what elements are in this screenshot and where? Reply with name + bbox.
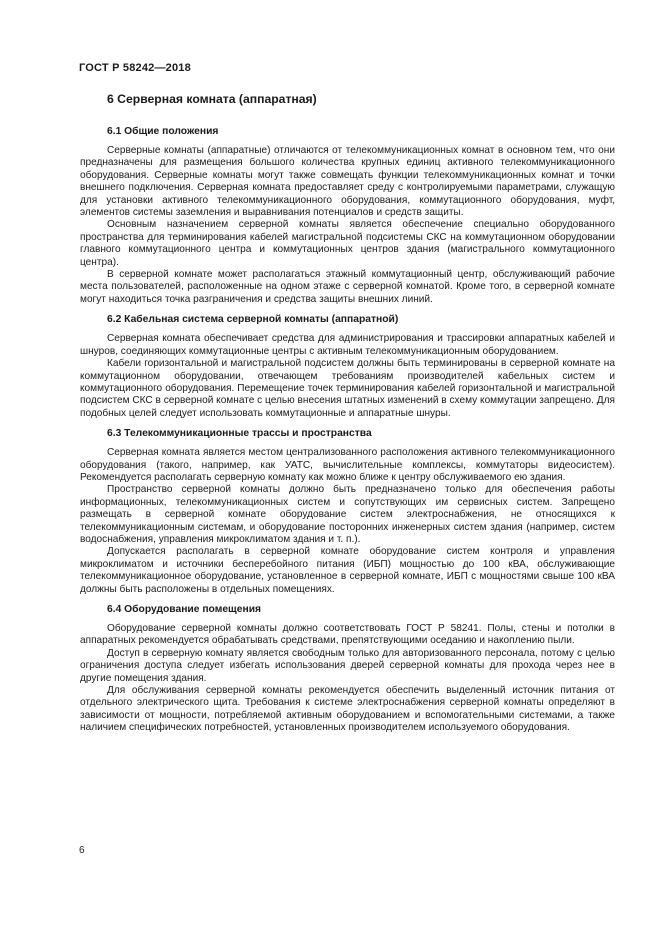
subsection-title: 6.3 Телекоммуникационные трассы и пространства [107, 428, 372, 440]
subsection-title: 6.4 Оборудование помещения [107, 604, 262, 615]
paragraph: Кабели горизонтальной и магистральной подсистем должны быть терминированы в серверной комнате на коммутационном оборудовании, отвечающем требованиям производителей кабельных систем и коммутационного оборудования. Перемещение точек терминирования кабелей горизонтальной и магистральной подсистем СКС в серверной комнате с целью внесения штатных изменений в схему коммутации запрещено. Для подобных целей следует использовать коммутационные и аппаратные шнуры. [80, 358, 615, 419]
paragraph: Пространство серверной комнаты должно быть предназначено только для обеспечения работы информационных, телекоммуникационных систем и сопутствующих им сервисных систем. Запрещено размещать в серверной комнате оборудование систем электроснабжения, не относящихся к телекоммуникационным системам, и оборудование посторонних инженерных систем здания (например, систем водоснабжения, управления микроклиматом здания и т. п.). [80, 484, 615, 545]
paragraph: Для обслуживания серверной комнаты рекомендуется обеспечить выделенный источник питания от отдельного электрического щита. Требования к системе электроснабжения серверной комнаты определяют в зависимости от мощности, потребляемой активным оборудованием и вспомогательными системами, а также наличием специфических потребностей, установленных производителем используемого оборудования. [80, 685, 615, 734]
document-header: ГОСТ Р 58242—2018 [79, 62, 191, 74]
subsection-title: 6.1 Общие положения [107, 126, 219, 137]
paragraph: Серверные комнаты (аппаратные) отличаются от телекоммуникационных комнат в основном тем, что они предназначены для размещения большого количества крупных единиц активного телекоммуникационного оборудования. Серверные комнаты могут также совмещать функции телекоммуникационных комнат и точки внешнего подключения. Серверная комната предоставляет среду с контролируемыми параметрами, служащую для установки активного телекоммуникационного оборудования, коммутационного оборудования, муфт, элементов системы заземления и выравнивания потенциалов и средств защиты. [80, 145, 615, 219]
paragraph: Оборудование серверной комнаты должно соответствовать ГОСТ Р 58241. Полы, стены и потолки в аппаратных рекомендуется обрабатывать средствами, препятствующими оседанию и накоплению пыли. [80, 623, 615, 647]
section-content [80, 92, 615, 735]
subsection-title: 6.2 Кабельная система серверной комнаты (аппаратной) [107, 314, 399, 326]
paragraph: Доступ в серверную комнату является свободным только для авторизованного персонала, потому с целью ограничения доступа следует избегать использования дверей серверной комнаты для прохода через нее в другие помещения здания. [80, 647, 615, 684]
page-number: 6 [79, 845, 85, 856]
paragraph: Допускается располагать в серверной комнате оборудование систем контроля и управления микроклиматом и источники бесперебойного питания (ИБП) мощностью до 100 кВА, обслуживающие телекоммуникационное оборудование, установленное в серверной комнате, ИБП с мощностями свыше 100 кВА должны быть расположены в отдельных помещениях. [80, 546, 615, 595]
section-title: 6 Серверная комната (аппаратная) [107, 92, 317, 106]
paragraph: Серверная комната обеспечивает средства для администрирования и трассировки аппаратных кабелей и шнуров, соединяющих коммутационные центры с активным телекоммуникационным оборудованием. [80, 333, 615, 357]
paragraph: В серверной комнате может располагаться этажный коммутационный центр, обслуживающий рабочие места пользователей, расположенные на одном этаже с серверной комнатой. Кроме того, в серверной комнате могут находиться точка разграничения и средства защиты внешних линий. [80, 269, 615, 305]
paragraph: Основным назначением серверной комнаты является обеспечение специально оборудованного пространства для терминирования кабелей магистральной подсистемы СКС на коммутационном оборудовании главного коммутационного центра и коммутационных центров здания (магистрального коммутационного центра). [80, 219, 615, 268]
paragraph: Серверная комната является местом централизованного расположения активного телекоммуникационного оборудования (такого, например, как УАТС, вычислительные комплексы, коммутаторы видеосистем). Рекомендуется располагать серверную комнату как можно ближе к центру обслуживаемого ею здания. [80, 447, 615, 483]
